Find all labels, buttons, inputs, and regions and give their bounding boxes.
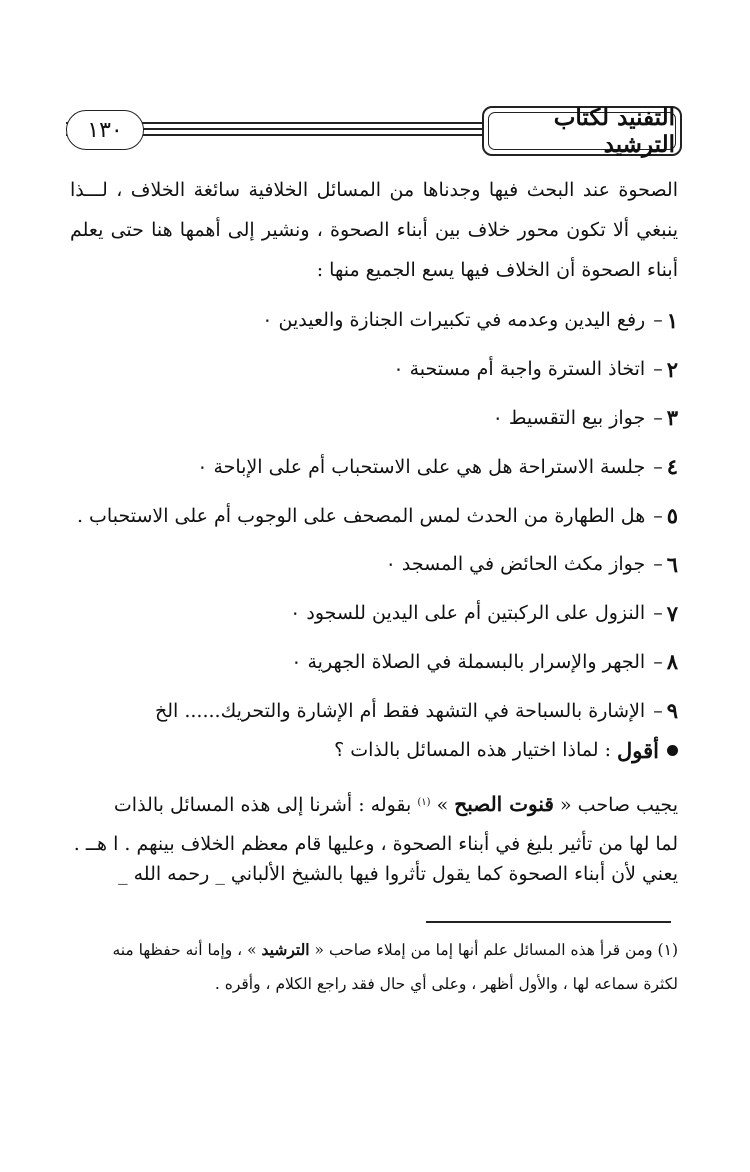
list-number: ٤ (666, 454, 678, 480)
question-line (70, 730, 678, 770)
footnote-divider (426, 921, 671, 923)
list-dash: – (653, 602, 663, 625)
footnote-text: » ، وإما أنه حفظها منه (112, 941, 257, 959)
list-item (70, 540, 678, 589)
list-item (70, 345, 678, 394)
quote-close: » (436, 794, 449, 816)
list-number: ٧ (666, 600, 678, 626)
intro-line: أبناء الصحوة أن الخلاف فيها يسع الجميع منها : (316, 259, 678, 281)
answer-prefix: يجيب صاحب « (560, 794, 678, 816)
list-number: ٢ (666, 356, 678, 382)
list-text: جواز بيع التقسيط ٠ (492, 406, 646, 429)
footnote-text: (١) ومن قرأ هذه المسائل علم أنها إما من إملاء صاحب « (314, 941, 678, 959)
intro-line: الصحوة عند البحث فيها وجدناها من المسائل الخلافية سائغة الخلاف ، لـــذا (70, 179, 678, 201)
list-item (70, 394, 678, 443)
list-item (70, 491, 678, 540)
list-dash: – (653, 455, 663, 478)
footnote (70, 933, 678, 1001)
book-name: قنوت الصبح (454, 792, 554, 816)
list-item (70, 589, 678, 638)
closing-line: يعني لأن أبناء الصحوة كما يقول تأثروا فيها بالشيخ الألباني _ رحمه الله _ (118, 863, 678, 885)
answer-line-1 (70, 784, 678, 824)
list-dash: – (653, 358, 663, 381)
footnote-marker: (١) (417, 797, 431, 808)
list-dash: – (653, 699, 663, 722)
page-header (66, 100, 682, 166)
list-dash: – (653, 553, 663, 576)
list-text: جلسة الاستراحة هل هي على الاستحباب أم على الإباحة ٠ (197, 455, 646, 478)
list-item (70, 638, 678, 687)
list-item (70, 296, 678, 345)
list-number: ١ (666, 307, 678, 333)
list-dash: – (653, 504, 663, 527)
footnote-book-name: الترشيد (261, 940, 310, 959)
list-text: جواز مكث الحائض في المسجد ٠ (385, 553, 646, 576)
list-text: رفع اليدين وعدمه في تكبيرات الجنازة والعيدين ٠ (262, 309, 646, 332)
bullet-icon (667, 745, 678, 756)
list-dash: – (653, 650, 663, 673)
list-number: ٨ (666, 649, 678, 675)
list-number: ٦ (666, 551, 678, 577)
header-title: التفنيد لكتاب الترشيد (488, 112, 676, 150)
intro-line: ينبغي ألا تكون محور خلاف بين أبناء الصحوة ، ونشير إلى أهمها هنا حتى يعلم (70, 219, 678, 241)
page-number: ١٣٠ (66, 110, 144, 150)
list-text: الإشارة بالسباحة في التشهد فقط أم الإشارة والتحريك...... الخ (154, 699, 646, 722)
list-text: النزول على الركبتين أم على اليدين للسجود ٠ (290, 602, 646, 625)
answer-rest: بقوله : أشرنا إلى هذه المسائل بالذات (113, 794, 412, 816)
question-text: : لماذا اختيار هذه المسائل بالذات ؟ (334, 739, 612, 761)
list-text: هل الطهارة من الحدث لمس المصحف على الوجوب أم على الاستحباب . (76, 504, 646, 527)
list-item (70, 442, 678, 491)
list-item (70, 686, 678, 735)
list-text: الجهر والإسرار بالبسملة في الصلاة الجهرية ٠ (291, 650, 646, 673)
list-number: ٣ (666, 405, 678, 431)
header-title-frame (482, 106, 682, 156)
answer-paragraph (70, 784, 678, 864)
footnote-line-1 (70, 933, 678, 967)
answer-line-2: لما لها من تأثير بليغ في أبناء الصحوة ، وعليها قام معظم الخلاف بينهم . ا هــ . (73, 833, 678, 855)
footnote-line-2: لكثرة سماعه لها ، والأول أظهر ، وعلى أي حال فقد راجع الكلام ، وأقره . (214, 975, 678, 993)
list-dash: – (653, 309, 663, 332)
intro-paragraph (70, 170, 678, 290)
list-text: اتخاذ السترة واجبة أم مستحبة ٠ (393, 358, 646, 381)
question-label: أقول (617, 737, 659, 763)
issues-list (70, 296, 678, 735)
list-dash: – (653, 406, 663, 429)
list-number: ٩ (666, 698, 678, 724)
list-number: ٥ (666, 503, 678, 529)
